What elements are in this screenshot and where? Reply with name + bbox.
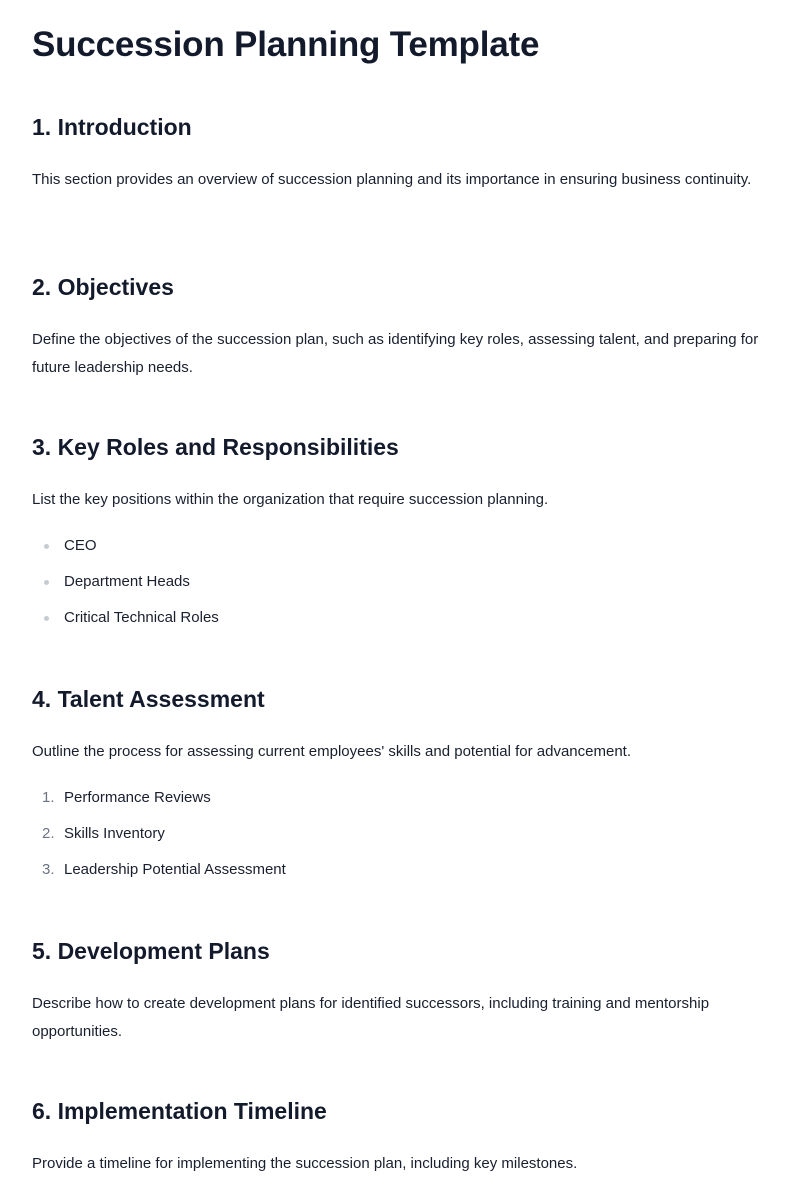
list-item [32,606,768,642]
bullet-icon [44,544,49,549]
section-heading: 2. Objectives [32,274,174,300]
list-item-label: CEO [64,537,97,554]
section-talent-assessment [32,684,768,894]
key-roles-list [32,534,768,642]
list-item-label: Performance Reviews [64,789,211,806]
section-text: Outline the process for assessing current employees' skills and potential for advancement. [32,743,632,760]
list-item-label: Critical Technical Roles [64,609,219,626]
numbered-item [32,786,768,822]
section-text: List the key positions within the organization that require succession planning. [32,491,549,508]
list-item-label: Skills Inventory [64,825,165,842]
section-heading: 5. Development Plans [32,938,270,964]
item-number: 3. [42,861,55,878]
section-heading: 4. Talent Assessment [32,686,265,712]
section-objectives [32,272,768,382]
list-item-label: Leadership Potential Assessment [64,861,286,878]
list-item-label: Department Heads [64,573,190,590]
section-heading: 1. Introduction [32,114,192,140]
list-item [32,570,768,606]
list-item [32,534,768,570]
section-introduction [32,112,768,194]
numbered-item [32,822,768,858]
section-text: Provide a timeline for implementing the succession plan, including key milestones. [32,1155,578,1172]
bullet-icon [44,580,49,585]
section-text: Describe how to create development plans for identified successors, including training and mentorship opportunities. [32,995,710,1040]
section-heading: 6. Implementation Timeline [32,1098,327,1124]
section-heading: 3. Key Roles and Responsibilities [32,434,399,460]
section-development-plans [32,936,768,1046]
section-key-roles [32,432,768,642]
section-text: Define the objectives of the succession plan, such as identifying key roles, assessing talent, and preparing for future leadership needs. [32,331,759,376]
item-number: 1. [42,789,55,806]
assessment-steps-list [32,786,768,894]
item-number: 2. [42,825,55,842]
section-text: This section provides an overview of succession planning and its importance in ensuring business continuity. [32,171,752,188]
numbered-item [32,858,768,894]
section-implementation-timeline [32,1096,768,1178]
page-title: Succession Planning Template [32,25,540,64]
bullet-icon [44,616,49,621]
